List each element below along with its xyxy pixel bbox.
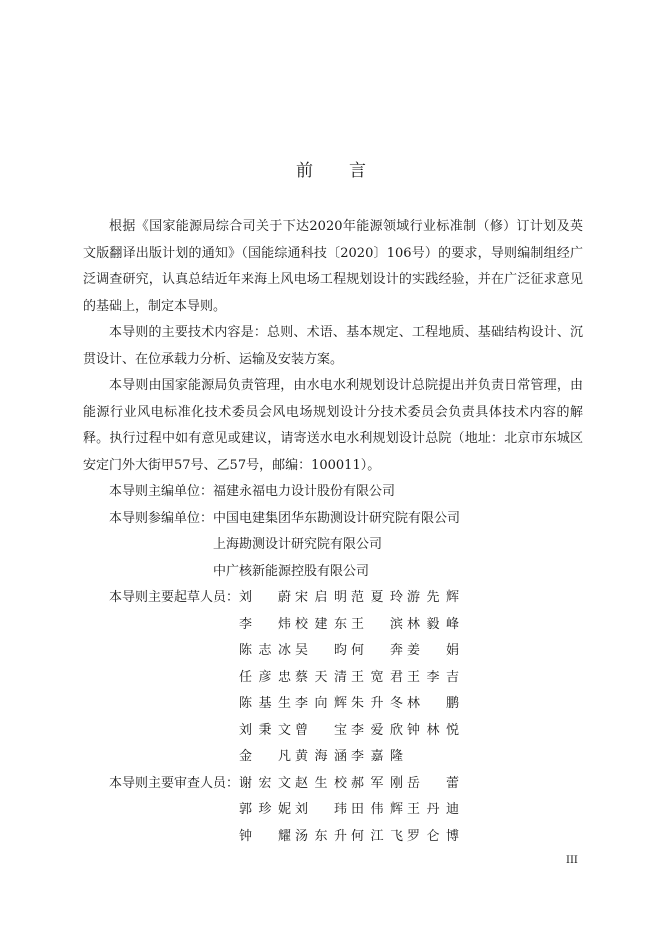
names-row <box>83 612 583 639</box>
participating-unit: 上海勘测设计研究院有限公司 <box>213 537 383 552</box>
person-name: 王丹迪 <box>407 802 459 817</box>
person-name: 刘秉文 <box>239 722 291 738</box>
person-name: 岳 蕾 <box>407 775 459 791</box>
person-name: 谢宏文 <box>239 775 291 791</box>
reviewers-label: 本导则主要审查人员： <box>109 775 240 791</box>
person-name: 陈基生 <box>239 696 291 711</box>
participating-unit-row <box>83 506 583 533</box>
person-name: 蔡天清 <box>295 669 347 685</box>
person-name: 校建东 <box>295 616 347 632</box>
chief-unit: 本导则主编单位：福建永福电力设计股份有限公司 <box>109 484 396 499</box>
names-row <box>83 797 583 824</box>
person-name: 田伟辉 <box>351 802 403 817</box>
participating-unit: 中国电建集团华东勘测设计研究院有限公司 <box>213 510 461 526</box>
paragraph-1: 根据《国家能源局综合司关于下达2020年能源领域行业标准制（修）订计划及英文版翻译出版计划的通知》（国能综通科技〔2020〕106号）的要求，导则编制组经广泛调查研究，认真总结近年来海上风电场工程规划设计的实践经验，并在广泛征求意见的基础上，制定本导则。 <box>83 219 583 314</box>
person-name: 王宽君 <box>351 669 403 685</box>
names-row <box>83 638 583 665</box>
person-name: 钟 耀 <box>239 828 291 844</box>
person-name: 李 炜 <box>239 616 291 632</box>
paragraph-3: 本导则由国家能源局负责管理，由水电水利规划设计总院提出并负责日常管理，由能源行业风电标准化技术委员会风电场规划设计分技术委员会负责具体技术内容的解释。执行过程中如有意见或建议，请寄送水电水利规划设计总院（地址：北京市东城区安定门外大街甲57号、乙57号，邮编：100011）。 <box>83 378 583 473</box>
page-title <box>0 156 662 181</box>
person-name: 李爱欣 <box>351 722 403 738</box>
person-name: 范夏玲 <box>351 590 403 605</box>
person-name: 陈志冰 <box>239 643 291 658</box>
preface-body <box>83 214 583 850</box>
names-row <box>83 585 583 612</box>
names-row <box>83 744 583 771</box>
person-name: 刘 玮 <box>295 802 347 817</box>
person-name: 罗仑博 <box>407 828 459 844</box>
names-row <box>83 771 583 798</box>
person-name: 林毅峰 <box>407 616 459 632</box>
paragraph-2: 本导则的主要技术内容是：总则、术语、基本规定、工程地质、基础结构设计、沉贯设计、在位承载力分析、运输及安装方案。 <box>83 325 583 367</box>
person-name: 金 凡 <box>239 749 291 764</box>
person-name: 黄海涵 <box>295 749 347 764</box>
person-name: 李向辉 <box>295 696 347 711</box>
person-name: 林 鹏 <box>407 696 459 711</box>
person-name: 王 滨 <box>351 616 403 632</box>
person-name: 吴 昀 <box>295 643 347 658</box>
person-name: 王李吉 <box>407 669 459 685</box>
drafters-list <box>83 585 583 771</box>
person-name: 任彦忠 <box>239 669 291 685</box>
person-name: 钟林悦 <box>407 722 459 738</box>
page-number: III <box>566 855 578 866</box>
names-row <box>83 718 583 745</box>
person-name: 何 奔 <box>351 643 403 658</box>
person-name: 汤东升 <box>295 828 347 844</box>
names-row <box>83 665 583 692</box>
person-name: 曾 宝 <box>295 722 347 738</box>
person-name: 朱升冬 <box>351 696 403 711</box>
person-name: 李嘉隆 <box>351 749 403 764</box>
person-name: 刘 蔚 <box>239 590 291 605</box>
reviewers-list <box>83 771 583 851</box>
person-name: 宋启明 <box>295 590 347 605</box>
person-name: 姜 娟 <box>407 643 459 658</box>
title-char-2: 言 <box>349 161 366 181</box>
person-name: 何江飞 <box>351 828 403 844</box>
names-row <box>83 824 583 851</box>
title-char-1: 前 <box>296 161 313 181</box>
participating-label: 本导则参编单位： <box>109 510 214 526</box>
person-name: 郭珍妮 <box>239 802 291 817</box>
person-name: 游先辉 <box>407 590 459 605</box>
person-name: 郝军刚 <box>351 775 403 791</box>
person-name: 赵生校 <box>295 775 347 791</box>
names-row <box>83 691 583 718</box>
drafters-label: 本导则主要起草人员： <box>109 590 240 605</box>
participating-unit: 中广核新能源控股有限公司 <box>213 563 370 579</box>
